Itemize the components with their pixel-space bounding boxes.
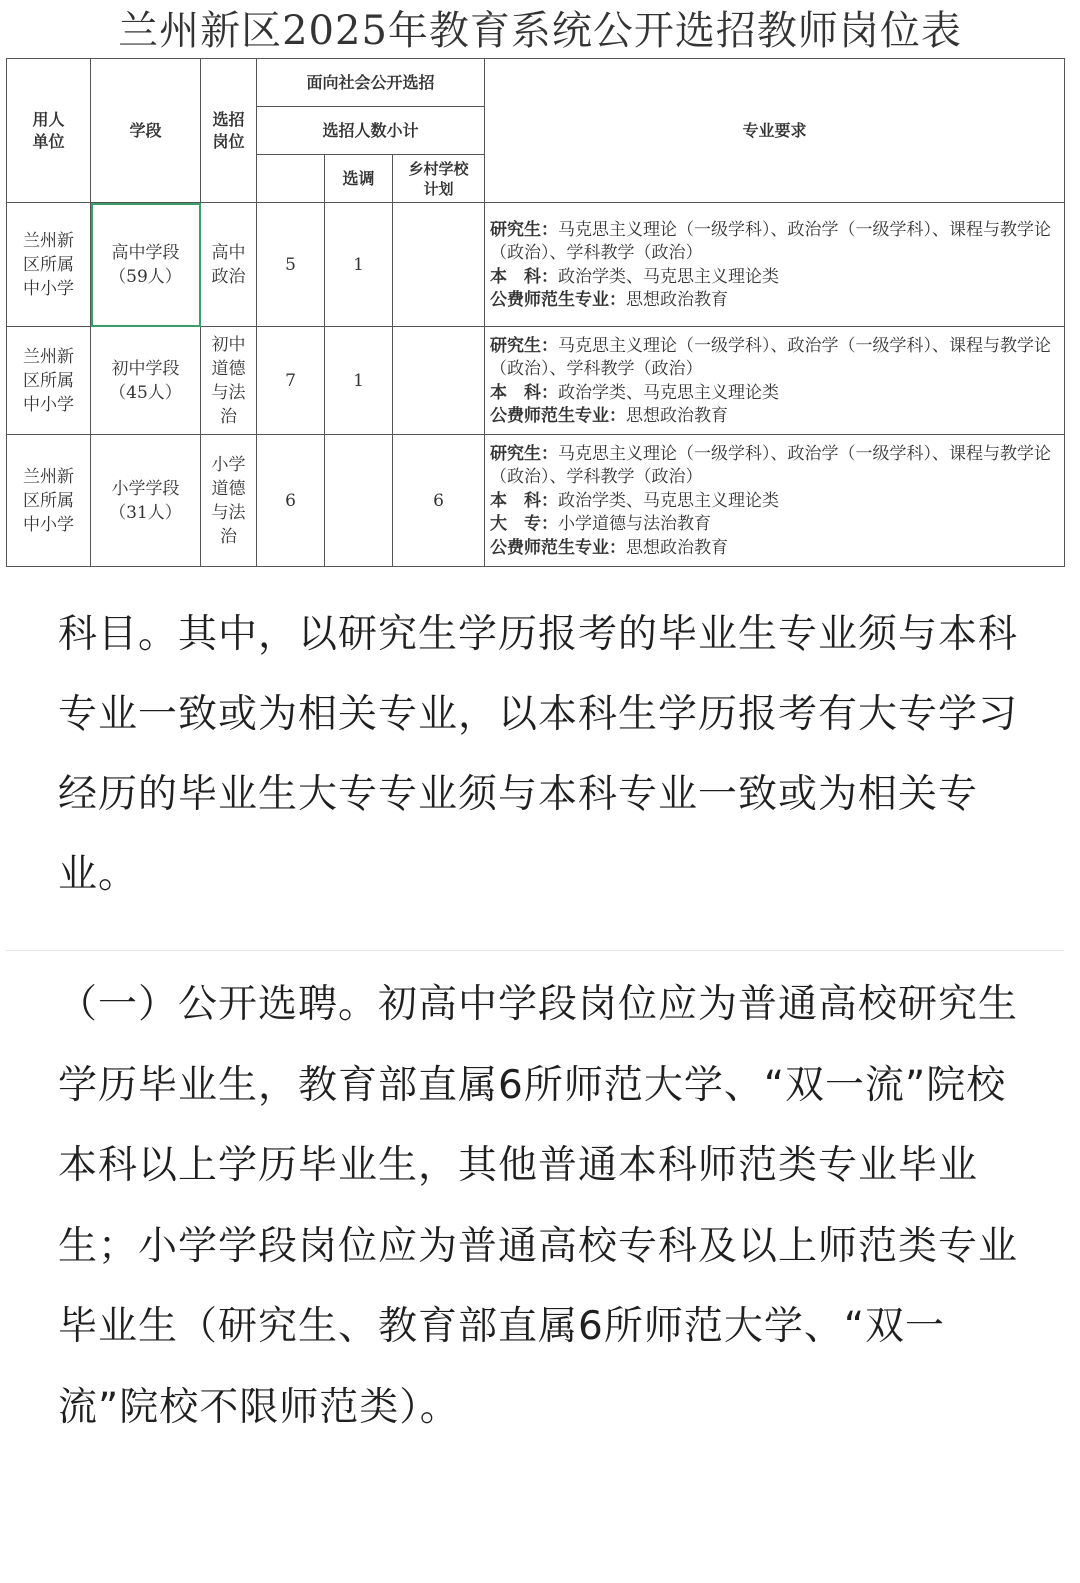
req-line [490, 266, 1060, 290]
cell-stage [91, 435, 201, 567]
req-text: 思想政治教育 [626, 537, 729, 558]
table-row [7, 203, 1065, 327]
req-line [490, 537, 1060, 561]
req-label: 研究生： [490, 219, 559, 240]
req-text: 马克思主义理论（一级学科）、政治学（一级学科）、课程与教学论（政治）、学科教学（政治） [490, 219, 1052, 263]
cell-transfer: 1 [325, 327, 393, 435]
req-line [490, 443, 1060, 490]
req-text: 思想政治教育 [626, 290, 729, 310]
cell-rural [393, 327, 485, 435]
header-unit-label: 用人 单位 [32, 109, 65, 151]
header-transfer [325, 155, 393, 203]
cell-subtotal: 6 [257, 435, 325, 567]
req-text: 小学道德与法治教育 [558, 514, 712, 535]
cell-post-text: 小学 道德 与法 治 [211, 454, 246, 547]
header-transfer-label: 选调 [342, 168, 375, 188]
header-blank [257, 155, 325, 203]
req-text: 马克思主义理论（一级学科）、政治学（一级学科）、课程与教学论（政治）、学科教学（政治） [490, 443, 1052, 488]
req-label: 研究生： [490, 443, 559, 464]
req-line [490, 513, 1060, 537]
header-post [201, 59, 257, 203]
header-requirements-label: 专业要求 [742, 120, 807, 140]
cell-stage-text: 小学学段 （31人） [109, 478, 182, 523]
req-line [490, 219, 1060, 266]
req-text: 政治学类、马克思主义理论类 [558, 490, 780, 511]
cell-requirements [485, 327, 1065, 435]
cell-post-text: 高中 政治 [211, 242, 246, 287]
table-row [7, 435, 1065, 567]
req-label: 公费师范生专业： [490, 290, 627, 310]
req-line [490, 335, 1060, 382]
header-subtotal [257, 107, 485, 155]
req-line [490, 405, 1060, 429]
header-unit [7, 59, 91, 203]
req-label: 公费师范生专业： [490, 537, 627, 558]
paragraph-2: （一）公开选聘。初高中学段岗位应为普通高校研究生学历毕业生，教育部直属6所师范大学、“双一流”院校本科以上学历毕业生，其他普通本科师范类专业毕业生；小学学段岗位应为普通高校专科及以上师范类专业毕业生（研究生、教育部直属6所师范大学、“双一流”院校不限师范类）。 [58, 982, 1019, 1430]
req-line [490, 382, 1060, 406]
req-label: 本 科： [490, 490, 559, 511]
cell-requirements [485, 203, 1065, 327]
paragraph-1: 科目。其中，以研究生学历报考的毕业生专业须与本科专业一致或为相关专业，以本科生学历报考有大专学习经历的毕业生大专专业须与本科专业一致或为相关专业。 [58, 612, 1019, 897]
cell-unit-text: 兰州新 区所属 中小学 [23, 466, 74, 535]
cell-stage-text: 初中学段 （45人） [109, 358, 182, 403]
job-table-wrapper [6, 58, 1064, 568]
req-label: 本 科： [490, 266, 559, 287]
table-row [7, 327, 1065, 435]
header-stage-label: 学段 [129, 120, 162, 140]
req-text: 政治学类、马克思主义理论类 [558, 382, 780, 403]
cell-post [201, 435, 257, 567]
cell-requirements [485, 435, 1065, 567]
cell-rural: 6 [393, 435, 485, 567]
header-public [257, 59, 485, 107]
cell-post [201, 327, 257, 435]
cell-subtotal: 7 [257, 327, 325, 435]
cell-stage[interactable] [91, 203, 201, 327]
cell-unit-text: 兰州新 区所属 中小学 [23, 346, 74, 415]
header-rural [393, 155, 485, 203]
cell-unit [7, 435, 91, 567]
cell-transfer [325, 435, 393, 567]
cell-rural [393, 203, 485, 327]
cell-unit-text: 兰州新 区所属 中小学 [23, 230, 74, 299]
divider [6, 950, 1064, 951]
req-label: 本 科： [490, 382, 559, 403]
req-text: 政治学类、马克思主义理论类 [558, 266, 780, 287]
req-label: 大 专： [490, 514, 559, 535]
header-post-label: 选招 岗位 [212, 109, 245, 151]
header-subtotal-label: 选招人数小计 [322, 120, 419, 140]
cell-transfer: 1 [325, 203, 393, 327]
job-table [6, 58, 1065, 567]
req-label: 公费师范生专业： [490, 406, 627, 426]
header-stage [91, 59, 201, 203]
req-text: 思想政治教育 [626, 406, 729, 426]
req-line [490, 289, 1060, 313]
cell-subtotal: 5 [257, 203, 325, 327]
req-line [490, 490, 1060, 514]
cell-unit [7, 203, 91, 327]
header-rural-label: 乡村学校 计划 [408, 159, 469, 198]
cell-unit [7, 327, 91, 435]
req-text: 马克思主义理论（一级学科）、政治学（一级学科）、课程与教学论（政治）、学科教学（政治） [490, 335, 1052, 379]
req-label: 研究生： [490, 335, 559, 356]
header-public-label: 面向社会公开选招 [306, 72, 435, 92]
cell-post [201, 203, 257, 327]
cell-post-text: 初中 道德 与法 治 [211, 334, 246, 427]
header-requirements [485, 59, 1065, 203]
cell-stage-text: 高中学段 （59人） [109, 242, 182, 287]
table-title: 兰州新区2025年教育系统公开选招教师岗位表 [118, 8, 962, 54]
cell-stage [91, 327, 201, 435]
